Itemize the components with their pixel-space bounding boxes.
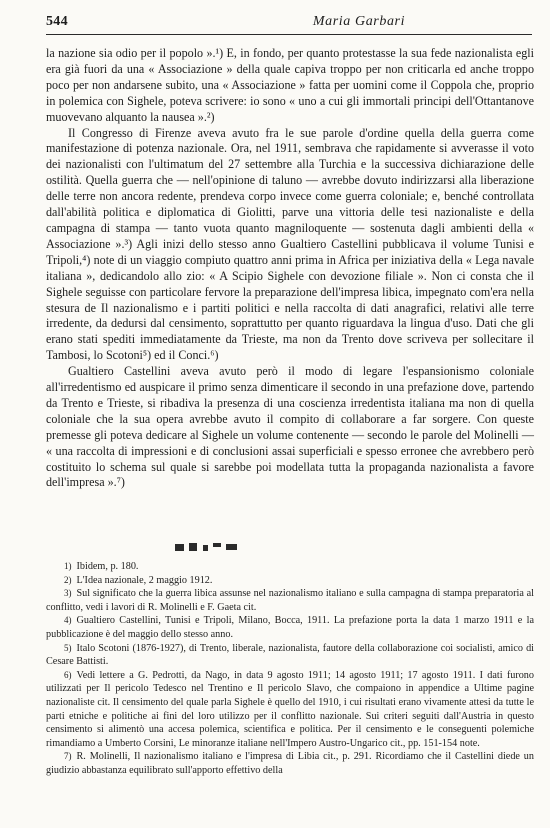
body-text: [46, 46, 534, 491]
page-number: 544: [46, 14, 68, 29]
footnote: 1) Ibidem, p. 180.: [64, 561, 139, 572]
paragraph: Gualtiero Castellini aveva avuto però il modo di legare l'espansionismo coloniale all'irredentismo ed auspicare il primo senza dimenticare il secondo in una prefazione dove, partendo da Trento e Trieste, si ribadiva la presenza di una coscienza irredentista italiana ma non di quella coloniale che la sua opera avrebbe avuto il compito di collaborare a far sorgere. Con queste premesse gli poteva dedicare al Sighele un volume contenente — secondo le parole del Molinelli — « una raccolta di impressioni e di conclusioni assai superficiali e spesso erronee che avrebbero però costituito lo schema sul quale si sarebbe poi modellata tutta la propaganda nazionalista a favore dell'impresa ».⁷): [46, 364, 534, 490]
footnote: 4) Gualtiero Castellini, Tunisi e Tripoli, Milano, Bocca, 1911. La prefazione porta la data 1 marzo 1911 e la pubblicazione è del maggio dello stesso anno.: [46, 615, 534, 640]
paragraph: la nazione sia odio per il popolo ».¹) E, in fondo, per quanto protestasse la sua fede nazionalista egli era già fuori da una « Associazione » della quale capiva troppo per non criticarla ed anche troppo poco per non andarsene subito, una « Associazione » fatta per uomini come il Coppola che, proprio in polemica con Sighele, poteva scrivere: io sono « uno a cui gli immortali principi dell'Ottantanove muovevano alquanto la nausea ».²): [46, 46, 534, 124]
footnote: 7) R. Molinelli, Il nazionalismo italiano e l'impresa di Libia cit., p. 291. Ricordiamo che il Castellini diede un giudizio abbastanza equilibrato sull'apporto effettivo della: [46, 751, 534, 776]
paragraph: Il Congresso di Firenze aveva avuto fra le sue parole d'ordine quella della guerra come manifestazione di potenza nazionale. Ora, nel 1911, sembrava che rapidamente si avverasse il voto dei nazionalisti con l'ultimatum del 27 settembre alla Turchia e la successiva dichiarazione delle ostilità. Quella guerra che — nell'opinione di taluno — avrebbe dovuto indirizzarsi alla liberazione delle terre non ancora redente, prendeva corpo invece come guerra coloniale; e, benché controllata dall'abilità politica e diplomatica di Giolitti, parve una vittoria delle tesi nazionaliste e della campagna di stampa — tanto vuota quanto magniloquente — sostenuta dagli ambienti della « Associazione ».³) Agli inizi dello stesso anno Gualtiero Castellini pubblicava il volume Tunisi e Tripoli,⁴) note di un viaggio compiuto quattro anni prima in Africa per iniziativa della « Lega navale italiana », dedicandolo allo zio: « A Scipio Sighele con devozione filiale ». Non ci consta che il Sighele seguisse con particolare fervore la preparazione dell'impresa libica, impegnato com'era nella stesura de Il nazionalismo e i partiti politici e nella raccolta di dati anagrafici, relativi alle terre irredente, da dedursi dal censimento, soprattutto per quanto riguardava la lingua d'uso. Dati che gli erano stati spediti immediatamente da Trieste, ma non da Trento dove scriveva per sollecitare il Tambosi, lo Scotoni⁵) ed il Conci.⁶): [46, 125, 534, 363]
footnote: 5) Italo Scotoni (1876-1927), di Trento, liberale, nazionalista, fautore della collaborazione coi socialisti, amico di Cesare Battisti.: [46, 642, 534, 668]
footnote: 2) L'Idea nazionale, 2 maggio 1912.: [64, 574, 213, 586]
running-head: Maria Garbari: [312, 14, 406, 29]
page-header: [46, 14, 532, 35]
footnote: 3) Sul significato che la guerra libica assunse nel nazionalismo italiano e sulla campagna di stampa preparatoria al conflitto, vedi i lavori di R. Molinelli e F. Gaeta cit.: [46, 588, 534, 613]
footnotes: [46, 560, 534, 778]
section-ornament: [173, 542, 243, 552]
footnote: 6) Vedi lettere a G. Pedrotti, da Nago, in data 9 agosto 1911; 14 agosto 1911; 17 agosto 1911. I dati furono utilizzati per Il pericolo Tedesco nel Trentino e Il pericolo Slavo, che compaiono in appendice a Ultime pagine nazionaliste cit. Il censimento del quale parla Sighele è quello del 1910, i cui risultati erano vivamente attesi da tutte le parti etniche e politiche ai fini del loro utilizzo per il conflitto nazionale. Sui criteri seguiti dall'Austria in questo censimento si alimentò una accesa polemica, scientifica e politica. Per il censimento e le conseguenti polemiche rimandiamo a Umberto Corsini, Le minoranze italiane nell'Impero Austro-Ungarico cit., pp. 151-154 note.: [46, 669, 534, 749]
